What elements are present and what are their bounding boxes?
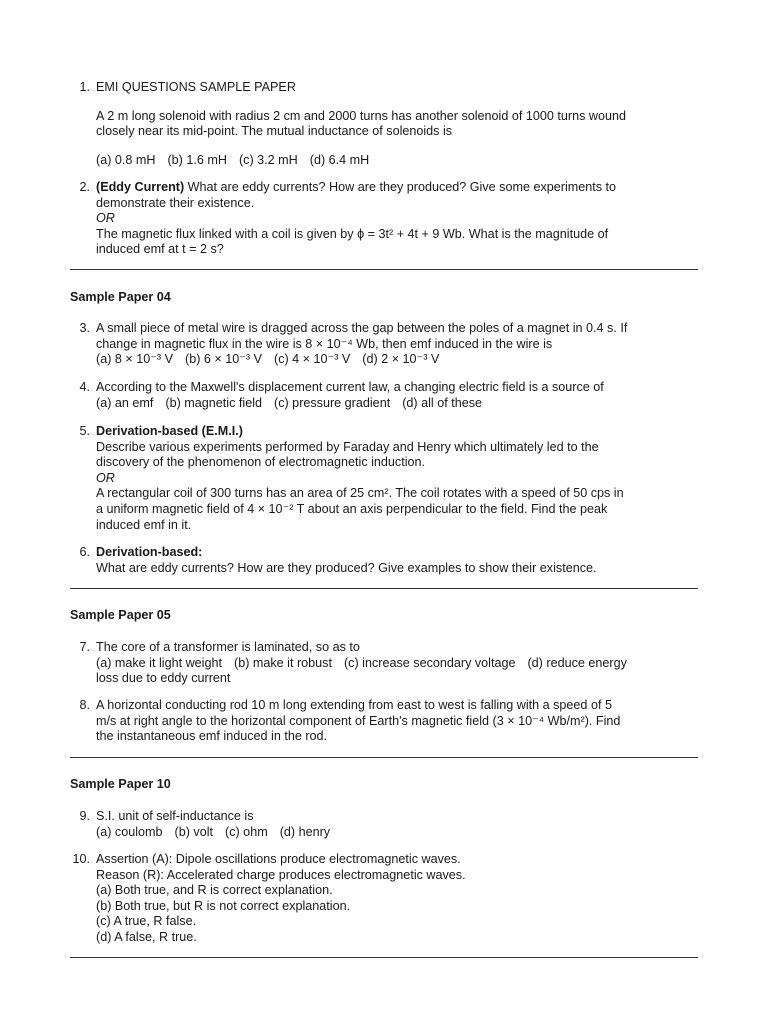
- question-body: [96, 545, 698, 576]
- question-number: 3.: [79, 321, 90, 335]
- question-number: 5.: [79, 424, 90, 438]
- option-c: (c) ohm: [225, 824, 268, 839]
- question-text: Reason (R): Accelerated charge produces electromagnetic waves.: [96, 867, 466, 882]
- option-b: (b) volt: [174, 824, 213, 839]
- question-number: 9.: [79, 809, 90, 823]
- question-number: 7.: [79, 640, 90, 654]
- question-text: The core of a transformer is laminated, so as to: [96, 640, 360, 654]
- question-text: [96, 180, 698, 196]
- section-heading: Sample Paper 04: [70, 290, 171, 304]
- question-number: 10.: [72, 852, 90, 866]
- question-text: change in magnetic flux in the wire is 8 × 10⁻⁴ Wb, then emf induced in the wire is: [96, 336, 553, 351]
- question-body: [96, 80, 698, 168]
- option-a: (a) an emf: [96, 395, 154, 410]
- option-b: (b) magnetic field: [165, 395, 262, 410]
- question-text: loss due to eddy current: [96, 671, 231, 686]
- question-body: [96, 380, 698, 411]
- question-text: m/s at right angle to the horizontal component of Earth's magnetic field (3 × 10⁻⁴ Wb/m²). Find: [96, 713, 621, 728]
- option-a: (a) Both true, and R is correct explanation.: [96, 883, 333, 898]
- question-text: S.I. unit of self-inductance is: [96, 809, 254, 823]
- option-a: (a) 8 × 10⁻³ V: [96, 352, 173, 367]
- option-d: (d) henry: [279, 824, 331, 839]
- question-text: demonstrate their existence.: [96, 195, 255, 210]
- option-b: (b) Both true, but R is not correct explanation.: [96, 898, 351, 913]
- question-text: induced emf at t = 2 s?: [96, 242, 224, 257]
- option-b: (b) 1.6 mH: [167, 152, 227, 167]
- option-c: (c) 3.2 mH: [238, 152, 298, 167]
- question-number: 8.: [79, 698, 90, 712]
- section-divider: [70, 757, 698, 758]
- answer-options: [96, 352, 698, 368]
- question-number: 2.: [79, 180, 90, 194]
- question-body: [96, 698, 698, 745]
- section-heading: Sample Paper 10: [70, 777, 171, 791]
- question-text: Assertion (A): Dipole oscillations produce electromagnetic waves.: [96, 852, 461, 866]
- question-text: According to the Maxwell's displacement current law, a changing electric field is a source of: [96, 380, 604, 394]
- section-divider: [70, 588, 698, 589]
- question-text: A rectangular coil of 300 turns has an area of 25 cm². The coil rotates with a speed of 50 cps in: [96, 486, 624, 501]
- question-body: [96, 180, 698, 258]
- option-d: (d) 2 × 10⁻³ V: [362, 352, 440, 367]
- option-c: (c) 4 × 10⁻³ V: [274, 352, 351, 367]
- question-text: closely near its mid-point. The mutual inductance of solenoids is: [96, 124, 453, 139]
- question-body: [96, 321, 698, 368]
- section-heading: Sample Paper 05: [70, 608, 171, 622]
- document-title: EMI QUESTIONS SAMPLE PAPER: [96, 80, 296, 94]
- section-divider: [70, 957, 698, 958]
- question-text: The magnetic flux linked with a coil is given by ϕ = 3t² + 4t + 9 Wb. What is the magnitude of: [96, 226, 609, 241]
- question-number: 4.: [79, 380, 90, 394]
- question-text: A horizontal conducting rod 10 m long extending from east to west is falling with a speed of 5: [96, 698, 612, 712]
- question-text: induced emf in it.: [96, 517, 192, 532]
- question-number: 6.: [79, 545, 90, 559]
- question-text: A 2 m long solenoid with radius 2 cm and 2000 turns has another solenoid of 1000 turns wound: [96, 108, 626, 123]
- answer-options: [96, 656, 698, 672]
- option-c: (c) A true, R false.: [96, 914, 197, 929]
- question-text: Describe various experiments performed by Faraday and Henry which ultimately led to the: [96, 439, 599, 454]
- section-divider: [70, 269, 698, 270]
- question-body: [96, 424, 698, 533]
- option-d: (d) reduce energy: [527, 655, 627, 670]
- option-a: (a) make it light weight: [96, 655, 222, 670]
- option-d: (d) A false, R true.: [96, 929, 197, 944]
- or-separator: OR: [96, 470, 115, 485]
- question-text: a uniform magnetic field of 4 × 10⁻² T about an axis perpendicular to the field. Find the peak: [96, 501, 608, 516]
- question-text: the instantaneous emf induced in the rod.: [96, 729, 328, 744]
- option-b: (b) 6 × 10⁻³ V: [185, 352, 262, 367]
- option-a: (a) 0.8 mH: [96, 152, 156, 167]
- question-text: What are eddy currents? How are they produced? Give examples to show their existence.: [96, 560, 597, 575]
- question-text-part: What are eddy currents? How are they produced? Give some experiments to: [184, 180, 617, 194]
- answer-options: [96, 825, 698, 841]
- question-body: [96, 640, 698, 687]
- option-a: (a) coulomb: [96, 824, 163, 839]
- option-c: (c) increase secondary voltage: [343, 655, 516, 670]
- question-topic-label: Derivation-based (E.M.I.): [96, 424, 243, 438]
- option-b: (b) make it robust: [234, 655, 332, 670]
- option-d: (d) 6.4 mH: [309, 152, 370, 167]
- question-number: 1.: [79, 80, 90, 94]
- question-body: [96, 809, 698, 840]
- answer-options: [96, 396, 698, 412]
- question-body: [96, 852, 698, 946]
- or-separator: OR: [96, 211, 115, 226]
- answer-options: [96, 153, 698, 169]
- option-c: (c) pressure gradient: [274, 395, 391, 410]
- question-text: discovery of the phenomenon of electromagnetic induction.: [96, 455, 426, 470]
- question-topic-label: (Eddy Current): [96, 180, 185, 194]
- option-d: (d) all of these: [402, 395, 483, 410]
- question-topic-label: Derivation-based:: [96, 545, 203, 559]
- question-text: A small piece of metal wire is dragged across the gap between the poles of a magnet in 0.4 s. If: [96, 321, 628, 335]
